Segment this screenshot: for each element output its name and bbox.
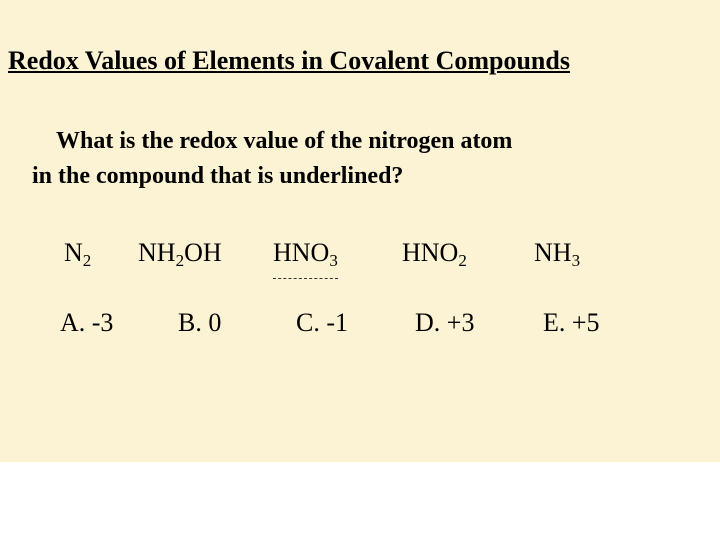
answer-c[interactable]: C. -1 [296,308,348,337]
question-text [32,124,712,194]
question-line-1: What is the redox value of the nitrogen atom [56,128,513,154]
answer-e[interactable]: E. +5 [543,308,600,337]
compound-nh3 [534,238,580,268]
answer-d[interactable]: D. +3 [415,308,475,337]
question-line-2: in the compound that is underlined? [32,163,404,189]
compound-hno2-base: HNO [402,238,459,267]
compound-nh2oh [138,238,222,268]
compound-nh3-base: NH [534,238,572,267]
bottom-margin [0,462,720,540]
compound-nh2oh-subscript: 2 [175,251,185,270]
compound-nh2oh-base: NH [138,238,176,267]
compound-nh3-subscript: 3 [571,251,581,270]
compound-hno3-base: HNO [273,238,330,267]
compound-n2-subscript: 2 [82,251,92,270]
slide-title: Redox Values of Elements in Covalent Compounds [8,46,570,75]
answer-a[interactable]: A. -3 [60,308,114,337]
answer-b[interactable]: B. 0 [178,308,222,337]
compound-nh2oh-tail: OH [184,238,222,267]
compound-hno3-underlined [273,238,338,279]
compound-hno3-subscript: 3 [329,251,338,270]
compound-n2-base: N [64,238,83,267]
compound-hno2 [402,238,467,268]
compound-hno2-subscript: 2 [458,251,467,270]
compound-n2 [64,238,91,268]
